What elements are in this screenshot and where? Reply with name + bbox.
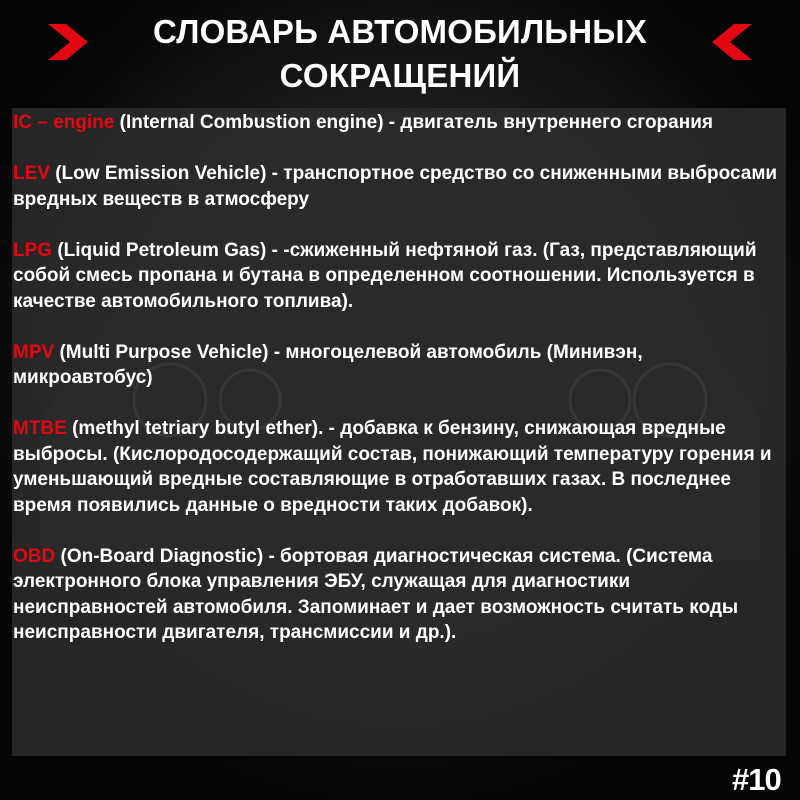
header	[0, 0, 800, 108]
title-line-1: СЛОВАРЬ АВТОМОБИЛЬНЫХ	[153, 13, 647, 50]
chevron-left-icon	[708, 18, 756, 66]
page-title	[110, 10, 690, 98]
abbreviation: OBD	[13, 545, 56, 567]
glossary-entry-obd	[13, 544, 785, 646]
page-number: #10	[732, 762, 781, 797]
definition: (Low Emission Vehicle) - транспортное средство со сниженными выбросами вредных веществ в атмосферу	[13, 163, 778, 210]
definition: (Multi Purpose Vehicle) - многоцелевой автомобиль (Минивэн, микроавтобус)	[13, 341, 643, 388]
definition: (Internal Combustion engine) - двигатель внутреннего сгорания	[114, 112, 713, 133]
glossary-entry-lpg	[13, 238, 785, 315]
title-line-2: СОКРАЩЕНИЙ	[279, 57, 521, 94]
abbreviation: LEV	[13, 163, 50, 184]
chevron-right-icon	[44, 18, 92, 66]
abbreviation: MPV	[13, 341, 55, 363]
abbreviation: MTBE	[13, 418, 67, 439]
glossary-list	[13, 110, 785, 671]
glossary-entry-mtbe	[13, 416, 785, 518]
definition: (Liquid Petroleum Gas) - -сжиженный нефтяной газ. (Газ, представляющий собой смесь пропана и бутана в определенном соотношении. Используется в качестве автомобильного топлива).	[13, 239, 757, 312]
abbreviation: LPG	[13, 239, 53, 261]
glossary-entry-lev	[13, 161, 785, 212]
glossary-entry-ic-engine	[13, 110, 785, 136]
definition: (methyl tetriary butyl ether). - добавка к бензину, снижающая вредные выбросы. (Кислородосодержащий состав, понижающий температуру горения и уменьшающий вредные составляющие в отработавших газах. В последнее время появились данные о вредности таких добавок).	[13, 418, 772, 516]
definition: (On-Board Diagnostic) - бортовая диагностическая система. (Система электронного блока управления ЭБУ, служащая для диагностики неисправностей автомобиля. Запоминает и дает возможность считать коды неисправности двигателя, трансмиссии и др.).	[13, 545, 739, 643]
abbreviation: IC – engine	[13, 112, 115, 133]
glossary-entry-mpv	[13, 340, 785, 391]
